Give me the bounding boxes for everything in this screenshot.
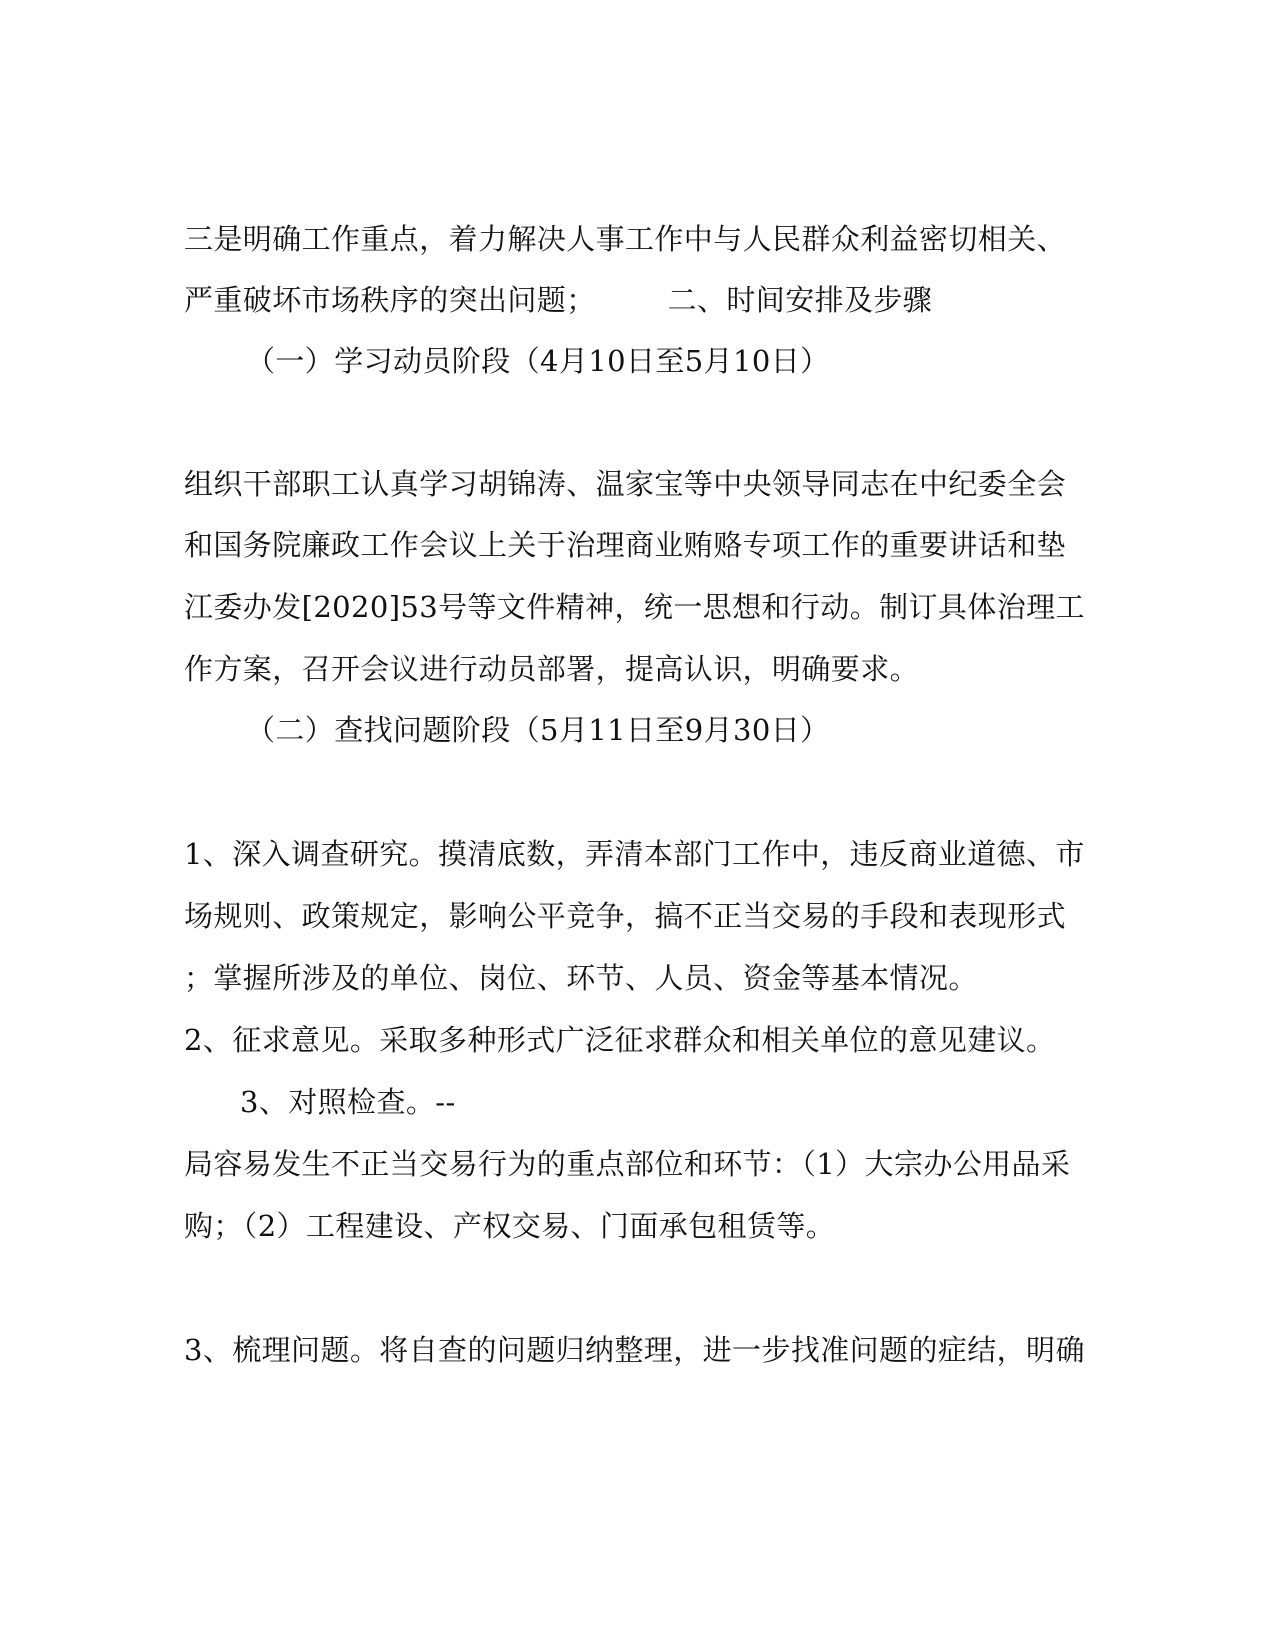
text-line: ；掌握所涉及的单位、岗位、环节、人员、资金等基本情况。 — [184, 961, 978, 995]
subsection-heading: （一）学习动员阶段（4月10日至5月10日） — [246, 344, 830, 378]
text-line: 组织干部职工认真学习胡锦涛、温家宝等中央领导同志在中纪委全会 — [184, 467, 1067, 501]
text-line: 2、征求意见。采取多种形式广泛征求群众和相关单位的意见建议。 — [184, 1023, 1056, 1057]
text-line: 购；（2）工程建设、产权交易、门面承包租赁等。 — [184, 1209, 836, 1243]
text-line: 和国务院廉政工作会议上关于治理商业贿赂专项工作的重要讲话和垫 — [184, 528, 1067, 562]
text-line: 场规则、政策规定，影响公平竞争，搞不正当交易的手段和表现形式 — [184, 899, 1067, 933]
text-line: 三是明确工作重点，着力解决人事工作中与人民群众利益密切相关、 — [184, 222, 1067, 256]
text-line: 局容易发生不正当交易行为的重点部位和环节：（1）大宗办公用品采 — [184, 1147, 1071, 1181]
text-line — [184, 283, 932, 317]
text-line: 江委办发[2020]53号等文件精神，统一思想和行动。制订具体治理工 — [184, 590, 1085, 624]
text-line-part: 严重破坏市场秩序的突出问题； — [184, 283, 596, 317]
section-heading: 二、时间安排及步骤 — [667, 283, 933, 317]
text-line: 3、梳理问题。将自查的问题归纳整理，进一步找准问题的症结，明确 — [184, 1333, 1085, 1367]
text-line: 作方案，召开会议进行动员部署，提高认识，明确要求。 — [184, 652, 920, 686]
text-line: 1、深入调查研究。摸清底数，弄清本部门工作中，违反商业道德、市 — [184, 837, 1085, 871]
subsection-heading: （二）查找问题阶段（5月11日至9月30日） — [246, 713, 830, 747]
text-line: 3、对照检查。-- — [240, 1085, 456, 1119]
